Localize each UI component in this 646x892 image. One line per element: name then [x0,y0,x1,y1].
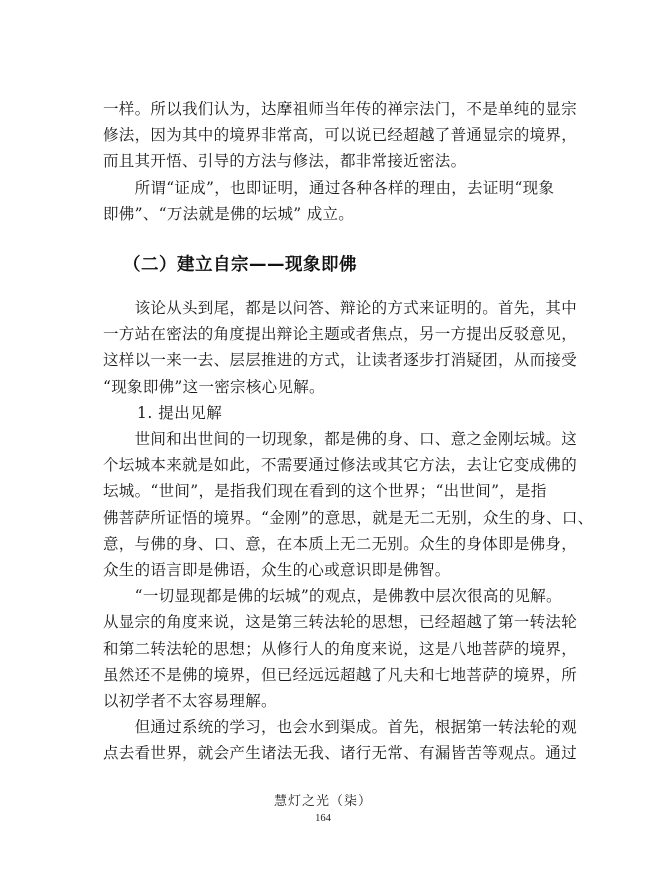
paragraph-line: 这样以一来一去、层层推进的方式，让读者逐步打消疑团，从而接受 [103,351,578,370]
paragraph-line: 坛城。“世间”，是指我们现在看到的这个世界；“出世间”，是指 [103,482,547,501]
page-body [103,96,594,767]
paragraph [103,96,578,175]
sub-heading: 1. 提出见解 [137,403,223,422]
paragraph [103,426,594,583]
paragraph-line: 而且其开悟、引导的方法与修法，都非常接近密法。 [103,152,467,171]
paragraph-line: 个坛城本来就是如此，不需要通过修法或其它方法，去让它变成佛的 [103,456,578,475]
paragraph-line: 一样。所以我们认为，达摩祖师当年传的禅宗法门，不是单纯的显宗 [103,100,578,118]
paragraph-line: 佛菩萨所证悟的境界。“金刚”的意思，就是无二无别，众生的身、口、 [103,508,594,527]
paragraph-line: 以初学者不太容易理解。 [103,692,277,711]
paragraph-line: “现象即佛”这一密宗核心见解。 [103,377,325,396]
paragraph [103,295,578,400]
paragraph-line: 点去看世界，就会产生诸法无我、诸行无常、有漏皆苦等观点。通过 [103,744,578,763]
paragraph-line: 众生的语言即是佛语，众生的心或意识即是佛智。 [103,561,451,580]
paragraph-line: 但通过系统的学习，也会水到渠成。首先，根据第一转法轮的观 [103,718,578,737]
paragraph [103,583,578,714]
paragraph-line: 所谓“证成”，也即证明，通过各种各样的理由，去证明“现象 [103,178,555,197]
paragraph-line: 虽然还不是佛的境界，但已经远远超越了凡夫和七地菩萨的境界，所 [103,665,578,684]
paragraph-line: 意，与佛的身、口、意，在本质上无二无别。众生的身体即是佛身， [103,534,578,553]
top-paragraphs [103,96,578,227]
footer-page-number: 164 [315,813,331,824]
section-heading: （二）建立自宗——现象即佛 [123,255,357,276]
paragraph-line: 该论从头到尾，都是以问答、辩论的方式来证明的。首先，其中 [103,299,578,318]
paragraph-line: 和第二转法轮的思想；从修行人的角度来说，这是八地菩萨的境界， [103,639,578,658]
paragraph-line: 从显宗的角度来说，这是第三转法轮的思想，已经超越了第一转法轮 [103,613,578,632]
paragraph-line: “一切显现都是佛的坛城”的观点，是佛教中层次很高的见解。 [103,587,562,606]
paragraph-line: 修法，因为其中的境界非常高，可以说已经超越了普通显宗的境界， [103,126,578,145]
paragraph-line: 世间和出世间的一切现象，都是佛的身、口、意之金刚坛城。这 [103,430,578,449]
paragraph [103,714,578,766]
paragraph-line: 一方站在密法的角度提出辩论主题或者焦点，另一方提出反驳意见， [103,325,578,344]
footer-book-title: 慧灯之光（柒） [273,794,372,809]
paragraph [103,175,555,227]
paragraph-line: 即佛”、“万法就是佛的坛城” 成立。 [103,204,355,223]
bottom-paragraphs [103,426,594,767]
middle-paragraphs [103,295,578,400]
